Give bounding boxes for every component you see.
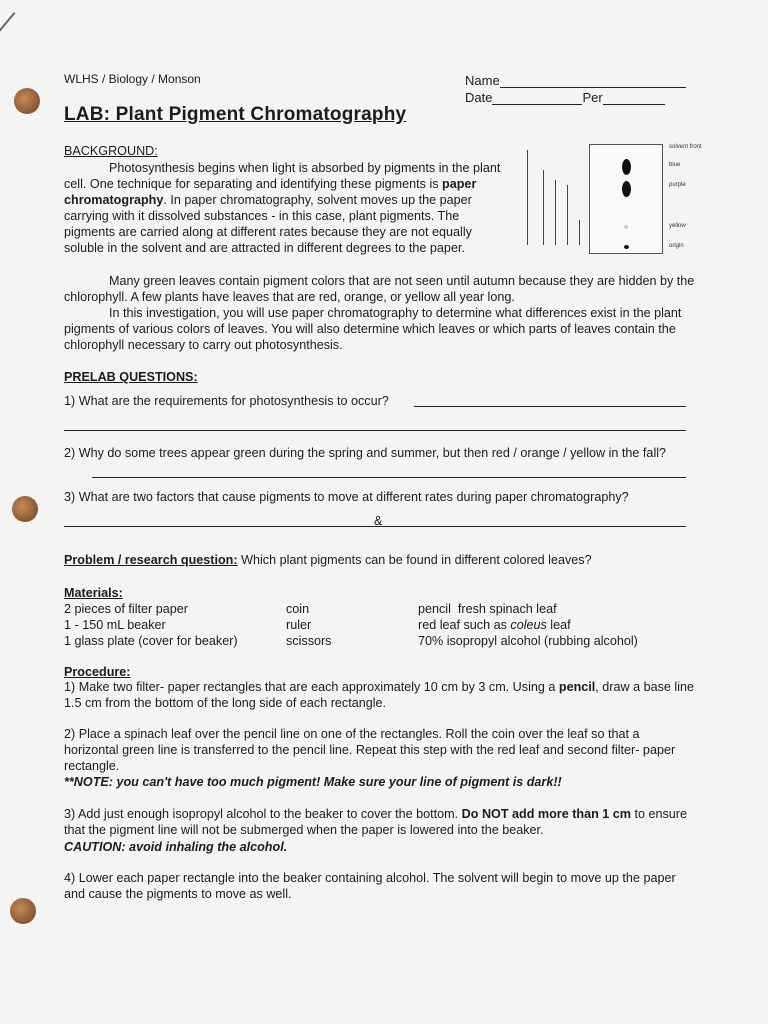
material-item: scissors	[286, 634, 332, 648]
background-heading: BACKGROUND:	[64, 144, 158, 158]
label-origin: origin	[669, 243, 684, 249]
material-item: pencil fresh spinach leaf	[418, 602, 557, 616]
problem-label: Problem / research question:	[64, 553, 238, 567]
procedure-caution: CAUTION: avoid inhaling the alcohol.	[64, 840, 288, 854]
procedure-step-1: 1) Make two filter- paper rectangles that are each approximately 10 cm by 3 cm. Using a pencil, draw a base line 1.5 cm from the bottom of the long side of each rectangle.	[64, 680, 695, 710]
page-title: LAB: Plant Pigment Chromatography	[64, 104, 407, 125]
punch-hole-middle	[12, 496, 38, 522]
per-label: Per	[582, 90, 603, 105]
purple-pigment-spot	[622, 181, 631, 197]
materials-list	[64, 601, 638, 649]
punch-hole-top	[14, 88, 40, 114]
punch-hole-bottom	[10, 898, 36, 924]
origin-spot	[624, 245, 629, 249]
distance-arrow-1	[527, 150, 528, 245]
prelab-question-2: 2) Why do some trees appear green during the spring and summer, but then red / orange / yellow in the fall?	[64, 446, 667, 460]
name-line	[465, 73, 686, 88]
background-paragraph-2: Many green leaves contain pigment colors that are not seen until autumn because they are hidden by the chlorophyll. A few plants have leaves that are red, orange, or yellow all year long.	[64, 274, 695, 304]
date-label: Date	[465, 90, 493, 105]
date-line	[465, 90, 665, 105]
procedure-step-4: 4) Lower each paper rectangle into the beaker containing alcohol. The solvent will begin to move up the paper and cause the pigments to move as well.	[64, 871, 676, 901]
label-purple: purple	[669, 182, 686, 188]
material-item: 2 pieces of filter paper	[64, 602, 188, 616]
blue-pigment-spot	[622, 159, 631, 175]
label-blue: blue	[669, 162, 681, 168]
chromatography-diagram	[515, 140, 725, 260]
prelab-question-3: 3) What are two factors that cause pigments to move at different rates during paper chromatography?	[64, 490, 629, 504]
label-yellow: yellow	[669, 223, 686, 229]
material-item: red leaf such as coleus leaf	[418, 618, 571, 632]
yellow-pigment-spot	[624, 225, 628, 229]
label-solvent-front: solvent front	[669, 144, 702, 150]
material-item: 1 glass plate (cover for beaker)	[64, 634, 238, 648]
materials-heading: Materials:	[64, 586, 123, 600]
answer-line-1a[interactable]	[414, 406, 686, 407]
distance-arrow-4	[567, 185, 568, 245]
name-label: Name	[465, 73, 500, 88]
material-item: ruler	[286, 618, 312, 632]
school-label: WLHS / Biology / Monson	[64, 72, 201, 86]
procedure-step-2: 2) Place a spinach leaf over the pencil line on one of the rectangles. Roll the coin over the leaf so that a horizontal green line is transferred to the pencil line. Repeat this step with the red leaf and second filter- paper rectangle.	[64, 727, 676, 773]
material-item: 1 - 150 mL beaker	[64, 618, 166, 632]
answer-ampersand: &	[374, 514, 383, 528]
material-item: coin	[286, 602, 310, 616]
answer-line-2[interactable]	[92, 477, 686, 478]
material-item: 70% isopropyl alcohol (rubbing alcohol)	[418, 634, 638, 648]
distance-arrow-5	[579, 220, 580, 245]
procedure-note: **NOTE: you can't have too much pigment! Make sure your line of pigment is dark!!	[64, 775, 562, 789]
procedure-step-3: 3) Add just enough isopropyl alcohol to the beaker to cover the bottom. Do NOT add more than 1 cm to ensure that the pigment line will not be submerged when the paper is lowered into the beaker.	[64, 807, 688, 837]
answer-line-3[interactable]	[64, 526, 686, 527]
background-paragraph-3: In this investigation, you will use paper chromatography to determine what differences exist in the plant pigments of various colors of leaves. You will also determine which leaves or which parts of leaves contain the chlorophyll necessary to carry out photosynthesis.	[64, 306, 682, 352]
answer-line-1b[interactable]	[64, 430, 686, 431]
background-paragraph-1: Photosynthesis begins when light is absorbed by pigments in the plant cell. One technique for separating and identifying these pigments is paper chromatography. In paper chromatography, solvent moves up the paper carrying with it dissolved substances - in this case, plant pigments. The pigments are carried along at different rates because they are not equally soluble in the solvent and are attracted in different degrees to the paper.	[64, 161, 501, 255]
distance-arrow-3	[555, 180, 556, 245]
prelab-question-1: 1) What are the requirements for photosynthesis to occur?	[64, 394, 389, 408]
distance-arrow-2	[543, 170, 544, 245]
per-field[interactable]	[603, 104, 665, 105]
name-field[interactable]	[500, 87, 686, 88]
procedure-heading: Procedure:	[64, 665, 131, 679]
date-field[interactable]	[492, 104, 582, 105]
prelab-heading: PRELAB QUESTIONS:	[64, 370, 198, 384]
pencil-mark	[0, 12, 16, 45]
paper-strip	[589, 144, 663, 254]
problem-question: Problem / research question: Which plant pigments can be found in different colored leaves?	[64, 553, 592, 567]
